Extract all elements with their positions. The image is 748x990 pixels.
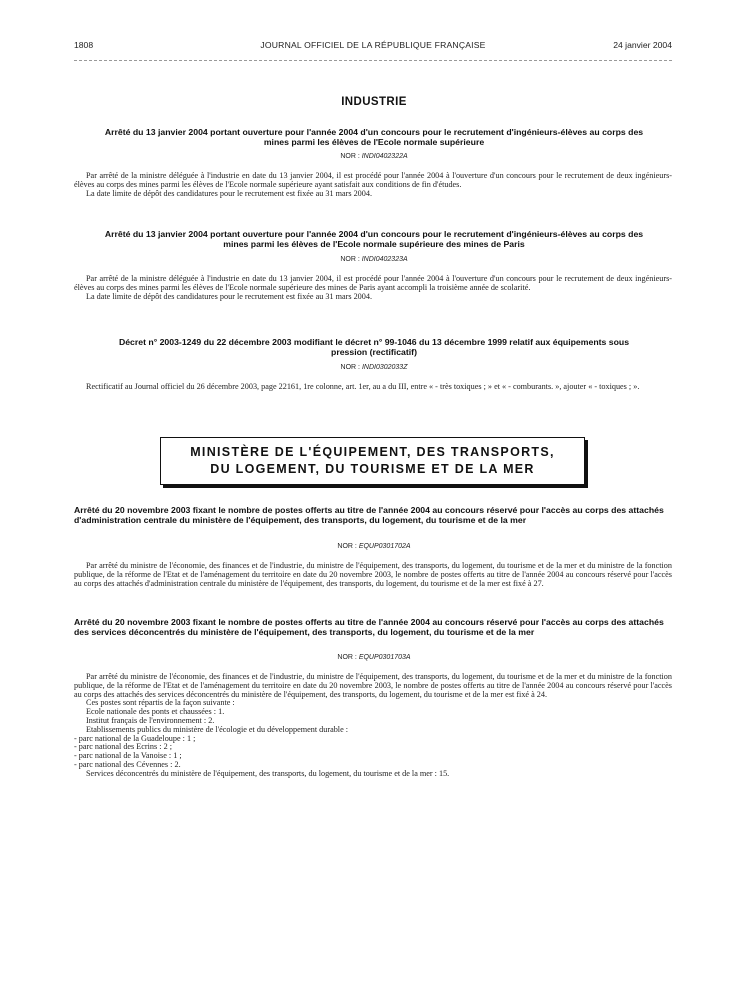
paragraph: Par arrêté du ministre de l'économie, des finances et de l'industrie, du ministre de l'équipement, des transports, du logement, du tourisme et de la mer et du ministre de la fonction publique, de la réforme de l'Etat et de l'aménagement du territoire en date du 20 novembre 2003, le nombre de postes offerts au titre de l'année 2004 au concours réservé pour l'accès au corps des attachés d'administration centrale du ministère de l'équipement, des transports, du logement, du tourisme et de la mer est fixé à 27.	[74, 561, 672, 588]
header-rule	[74, 60, 672, 61]
journal-title: JOURNAL OFFICIEL DE LA RÉPUBLIQUE FRANÇAISE	[260, 40, 486, 50]
paragraph: Institut français de l'environnement : 2.	[86, 715, 215, 725]
nor-reference: NOR : INDI0402323A	[340, 256, 408, 263]
decree-title: Arrêté du 13 janvier 2004 portant ouverture pour l'année 2004 d'un concours pour le recrutement d'ingénieurs-élèves au corps des mines parmi les élèves de l'Ecole normale supérieure des mines de Paris	[104, 229, 644, 249]
ministry-heading-line: MINISTÈRE DE L'ÉQUIPEMENT, DES TRANSPORTS,	[190, 445, 555, 459]
list-item: - parc national de la Guadeloupe : 1 ;	[74, 733, 196, 743]
paragraph: Par arrêté de la ministre déléguée à l'industrie en date du 13 janvier 2004, il est procédé pour l'année 2004 à l'ouverture d'un concours pour le recrutement de deux ingénieurs-élèves au corps des mines parmi les élèves de l'Ecole normale supérieure des mines de Paris ayant accompli la troisième année de scolarité.	[74, 274, 672, 292]
decree-body	[74, 172, 672, 198]
paragraph: Ces postes sont répartis de la façon suivante :	[86, 698, 235, 708]
issue-date: 24 janvier 2004	[613, 40, 672, 50]
running-header	[74, 40, 672, 54]
decree-body	[74, 275, 672, 301]
list-item: - parc national des Ecrins : 2 ;	[74, 742, 172, 752]
list-item: - parc national des Cévennes : 2.	[74, 759, 181, 769]
paragraph: Par arrêté de la ministre déléguée à l'industrie en date du 13 janvier 2004, il est procédé pour l'année 2004 à l'ouverture d'un concours pour le recrutement de deux ingénieurs-élèves au corps des mines parmi les élèves de l'Ecole normale supérieure ayant satisfait aux conditions de fin d'études.	[74, 171, 672, 189]
paragraph: La date limite de dépôt des candidatures pour le recrutement est fixée au 31 mars 2004.	[86, 188, 373, 198]
paragraph: La date limite de dépôt des candidatures pour le recrutement est fixée au 31 mars 2004.	[86, 291, 373, 301]
paragraph: Rectificatif au Journal officiel du 26 décembre 2003, page 22161, 1re colonne, art. 1er, au a du III, entre « - très toxiques ; » et « - comburants. », ajouter « - toxiques ; ».	[86, 382, 640, 391]
decree-title: Arrêté du 20 novembre 2003 fixant le nombre de postes offerts au titre de l'année 2004 au concours réservé pour l'accès au corps des attachés des services déconcentrés du ministère de l'équipement, des transports, du logement, du tourisme et de la mer	[74, 617, 664, 637]
page-number: 1808	[74, 40, 94, 50]
decree-title: Arrêté du 20 novembre 2003 fixant le nombre de postes offerts au titre de l'année 2004 au concours réservé pour l'accès au corps des attachés d'administration centrale du ministère de l'équipement, des transports, du logement, du tourisme et de la mer	[74, 505, 664, 525]
ministry-heading-box	[160, 437, 585, 485]
decree-body	[74, 673, 672, 779]
decree-body	[74, 383, 672, 392]
nor-reference: NOR : EQUP0301703A	[337, 654, 411, 661]
paragraph: Etablissements publics du ministère de l'écologie et du développement durable :	[86, 724, 349, 734]
list-item: - parc national de la Vanoise : 1 ;	[74, 751, 182, 761]
paragraph: Services déconcentrés du ministère de l'équipement, des transports, du logement, du tourisme et de la mer : 15.	[86, 768, 450, 778]
nor-reference: NOR : INDI0302033Z	[340, 364, 408, 371]
paragraph: Par arrêté du ministre de l'économie, des finances et de l'industrie, du ministre de l'équipement, des transports, du logement, du tourisme et de la mer et du ministre de la fonction publique, de la réforme de l'Etat et de l'aménagement du territoire en date du 20 novembre 2003, le nombre de postes offerts au titre de l'année 2004 au concours réservé pour l'accès au corps des attachés des services déconcentrés du ministère de l'équipement, des transports, du logement, du tourisme et de la mer est fixé à 24.	[74, 672, 672, 699]
paragraph: Ecole nationale des ponts et chaussées : 1.	[86, 707, 225, 717]
decree-title: Arrêté du 13 janvier 2004 portant ouverture pour l'année 2004 d'un concours pour le recrutement d'ingénieurs-élèves au corps des mines parmi les élèves de l'Ecole normale supérieure	[104, 127, 644, 147]
decree-body	[74, 562, 672, 588]
decree-title: Décret n° 2003-1249 du 22 décembre 2003 modifiant le décret n° 99-1046 du 13 décembre 1999 relatif aux équipements sous pression (rectificatif)	[118, 337, 630, 357]
ministry-heading-line: DU LOGEMENT, DU TOURISME ET DE LA MER	[210, 462, 535, 476]
nor-reference: NOR : EQUP0301702A	[337, 543, 411, 550]
section-title-industrie: INDUSTRIE	[341, 96, 407, 108]
nor-reference: NOR : INDI0402322A	[340, 153, 408, 160]
